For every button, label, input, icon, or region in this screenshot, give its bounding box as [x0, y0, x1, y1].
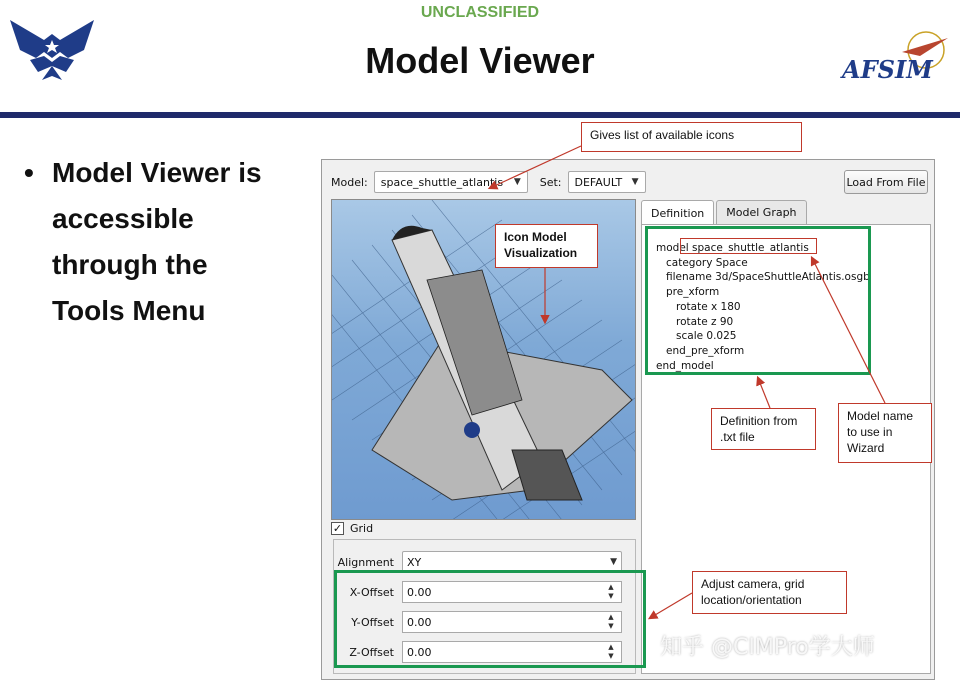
z-offset-value: 0.00	[407, 645, 432, 659]
definition-line: filename 3d/SpaceShuttleAtlantis.osgb	[656, 271, 870, 284]
model-label: Model:	[331, 175, 368, 189]
bullet-line: Tools Menu	[52, 295, 206, 326]
tab-definition[interactable]: Definition	[641, 200, 714, 225]
tab-model-graph[interactable]: Model Graph	[716, 200, 806, 224]
definition-tabs	[641, 200, 809, 224]
callout-model-name: Model name to use in Wizard	[838, 403, 932, 463]
chevron-down-icon: ▼	[513, 177, 521, 187]
bullet-dot: •	[24, 157, 34, 188]
bullet-line: through the	[52, 249, 208, 280]
x-offset-value: 0.00	[407, 585, 432, 599]
model-combobox-value: space_shuttle_atlantis	[380, 175, 504, 189]
callout-icon-visualization: Icon Model Visualization	[495, 224, 598, 268]
checkmark-icon: ✓	[332, 522, 343, 535]
alignment-value: XY	[407, 555, 422, 569]
model-combobox[interactable]	[374, 171, 528, 193]
chevron-down-icon: ▼	[610, 557, 617, 567]
definition-line: rotate z 90	[656, 315, 734, 328]
definition-line: pre_xform	[656, 286, 720, 299]
spin-down-icon[interactable]: ▼	[608, 652, 614, 660]
x-offset-label: X-Offset	[349, 585, 394, 599]
svg-text:AFSIM: AFSIM	[842, 55, 933, 84]
y-offset-label: Y-Offset	[351, 615, 394, 629]
callout-definition-source: Definition from .txt file	[711, 408, 816, 450]
grid-label: Grid	[350, 522, 374, 535]
definition-line: scale 0.025	[656, 330, 737, 343]
spin-up-icon[interactable]: ▲	[608, 613, 614, 621]
spin-down-icon[interactable]: ▼	[608, 592, 614, 600]
alignment-label: Alignment	[337, 555, 394, 569]
spin-up-icon[interactable]: ▲	[608, 583, 614, 591]
model-selection-row	[331, 170, 646, 194]
grid-checkbox[interactable]	[331, 522, 344, 535]
spin-up-icon[interactable]: ▲	[608, 643, 614, 651]
grid-toggle-row	[331, 522, 373, 535]
afsim-logo	[840, 30, 952, 86]
callout-icons-list: Gives list of available icons	[581, 122, 802, 152]
set-label: Set:	[539, 175, 562, 189]
bullet-text	[52, 150, 314, 334]
slide-title: Model Viewer	[365, 40, 595, 81]
definition-line: end_model	[656, 359, 714, 372]
definition-line: model space_shuttle_atlantis	[656, 242, 809, 254]
model-name-highlight	[680, 238, 817, 254]
callout-camera: Adjust camera, grid location/orientation	[692, 571, 847, 614]
z-offset-label: Z-Offset	[349, 645, 394, 659]
classification-banner: UNCLASSIFIED	[420, 4, 540, 21]
watermark: 知乎 @CIMPro学大师	[660, 635, 875, 660]
offset-highlight	[334, 570, 646, 668]
set-combobox-value: DEFAULT	[574, 175, 623, 189]
load-from-file-button[interactable]: Load From File	[844, 170, 928, 194]
definition-line: category Space	[656, 256, 748, 269]
spin-down-icon[interactable]: ▼	[608, 622, 614, 630]
chevron-down-icon: ▼	[631, 177, 639, 187]
y-offset-value: 0.00	[407, 615, 432, 629]
definition-line: rotate x 180	[656, 300, 741, 313]
bullet-point	[24, 150, 314, 334]
definition-line: end_pre_xform	[656, 344, 745, 357]
bullet-line: accessible	[52, 203, 194, 234]
bullet-line: Model Viewer is	[52, 157, 262, 188]
header-rule	[0, 112, 960, 118]
set-combobox[interactable]	[568, 171, 646, 193]
air-force-logo	[10, 14, 94, 92]
